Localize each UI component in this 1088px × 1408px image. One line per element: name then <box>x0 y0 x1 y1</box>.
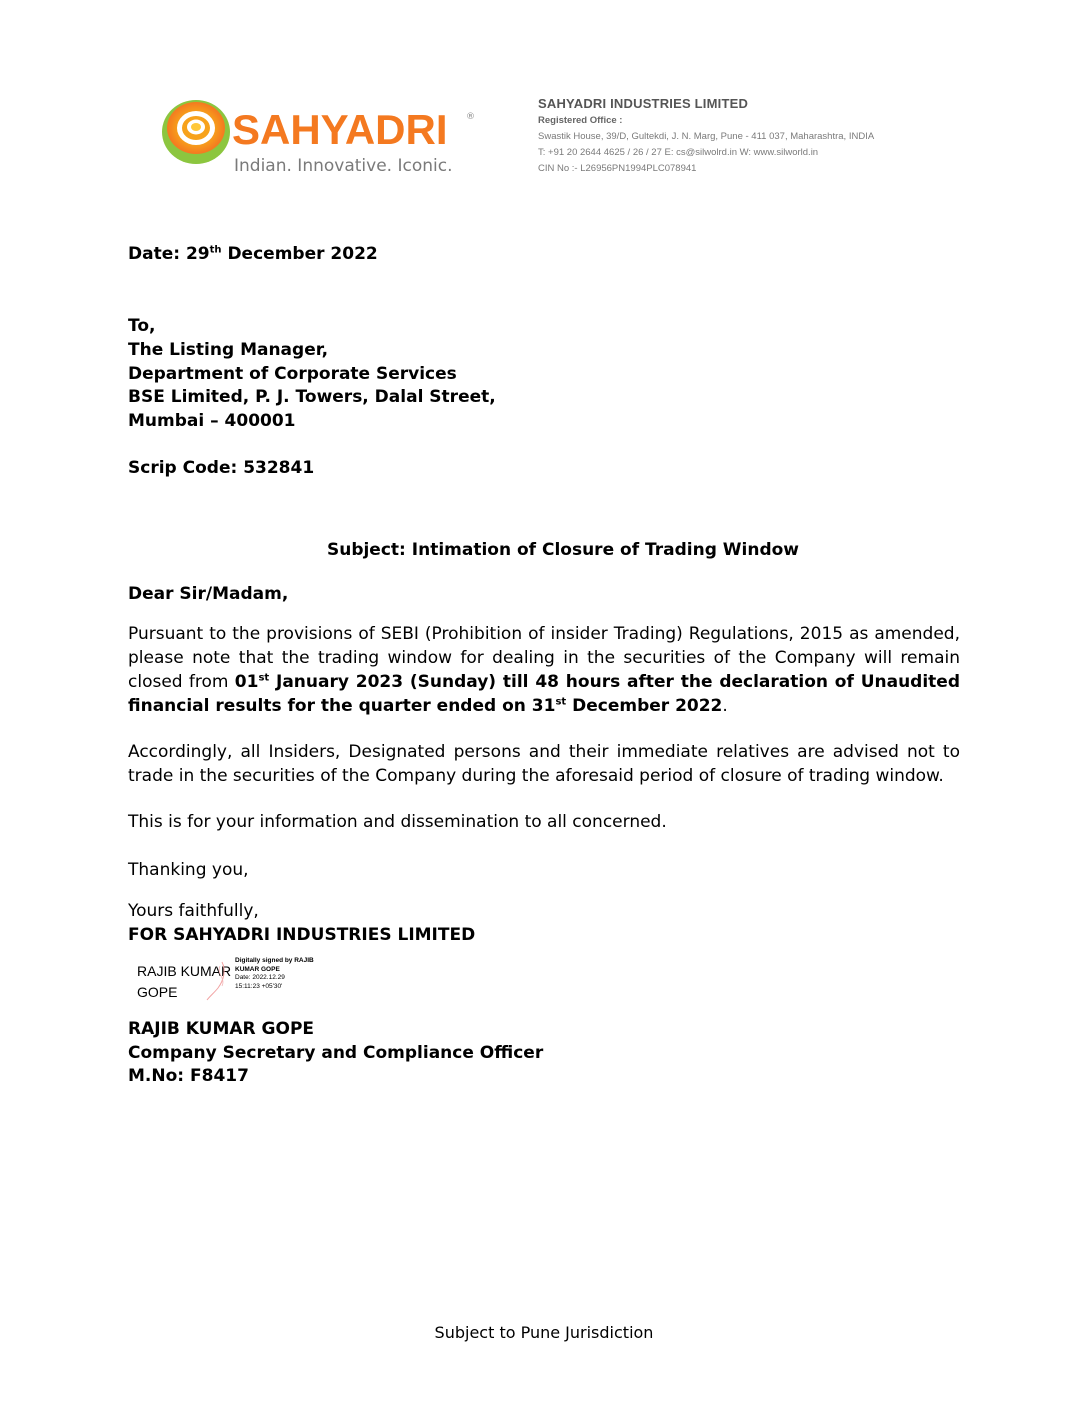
body-paragraph: This is for your information and dissemination to all concerned. <box>128 812 667 832</box>
logo-tagline: Indian. Innovative. Iconic. <box>234 156 453 176</box>
signature-mark-icon <box>204 960 234 1002</box>
company-logo <box>160 98 480 182</box>
company-cin: CIN No :- L26956PN1994PLC078941 <box>538 163 697 174</box>
sun-logo-icon <box>160 98 232 170</box>
signatory-name: RAJIB KUMAR GOPE <box>128 1019 315 1039</box>
letter-date: Date: 29th December 2022 <box>128 244 378 264</box>
company-name: SAHYADRI INDUSTRIES LIMITED <box>538 96 749 111</box>
company-address: Swastik House, 39/D, Gultekdi, J. N. Marg, Pune - 411 037, Maharashtra, INDIA <box>538 131 875 142</box>
for-company-line: FOR SAHYADRI INDUSTRIES LIMITED <box>128 925 476 945</box>
page-footer: Subject to Pune Jurisdiction <box>434 1323 654 1342</box>
body-paragraph: Pursuant to the provisions of SEBI (Prohibition of insider Trading) Regulations, 2015 as amended, please note that the trading window for dealing in the securities of the Company will remain closed from 01st January 2023 (Sunday) till 48 hours after the declaration of Unaudited financial results for the quarter ended on 31st December 2022. <box>128 624 961 716</box>
closing-line: Yours faithfully, <box>128 901 259 921</box>
scrip-code: Scrip Code: 532841 <box>128 458 315 478</box>
membership-number: M.No: F8417 <box>128 1066 249 1086</box>
digital-signature-name: RAJIB KUMAR GOPE <box>137 963 232 1000</box>
body-paragraph: Accordingly, all Insiders, Designated persons and their immediate relatives are advised not to trade in the securities of the Company during the aforesaid period of closure of trading window. <box>128 742 960 786</box>
signatory-designation: Company Secretary and Compliance Officer <box>128 1043 544 1063</box>
addressee-line: Mumbai – 400001 <box>128 411 296 431</box>
salutation: Dear Sir/Madam, <box>128 584 289 604</box>
addressee-line: The Listing Manager, <box>128 340 329 360</box>
to-line: To, <box>128 316 156 336</box>
thanks-line: Thanking you, <box>128 860 249 880</box>
logo-wordmark: SAHYADRI <box>232 106 448 153</box>
registered-office-label: Registered Office : <box>538 115 623 126</box>
subject-line: Subject: Intimation of Closure of Trading Window <box>326 540 800 560</box>
registered-mark: ® <box>466 112 475 122</box>
addressee-line: BSE Limited, P. J. Towers, Dalal Street, <box>128 387 496 407</box>
digital-signature-details: Digitally signed by RAJIB KUMAR GOPE Date: 2022.12.29 15:11:23 +05'30' <box>235 957 314 990</box>
addressee-line: Department of Corporate Services <box>128 364 457 384</box>
company-contact: T: +91 20 2644 4625 / 26 / 27 E: cs@silwolrd.in W: www.silworld.in <box>538 147 819 158</box>
company-header <box>538 96 874 177</box>
